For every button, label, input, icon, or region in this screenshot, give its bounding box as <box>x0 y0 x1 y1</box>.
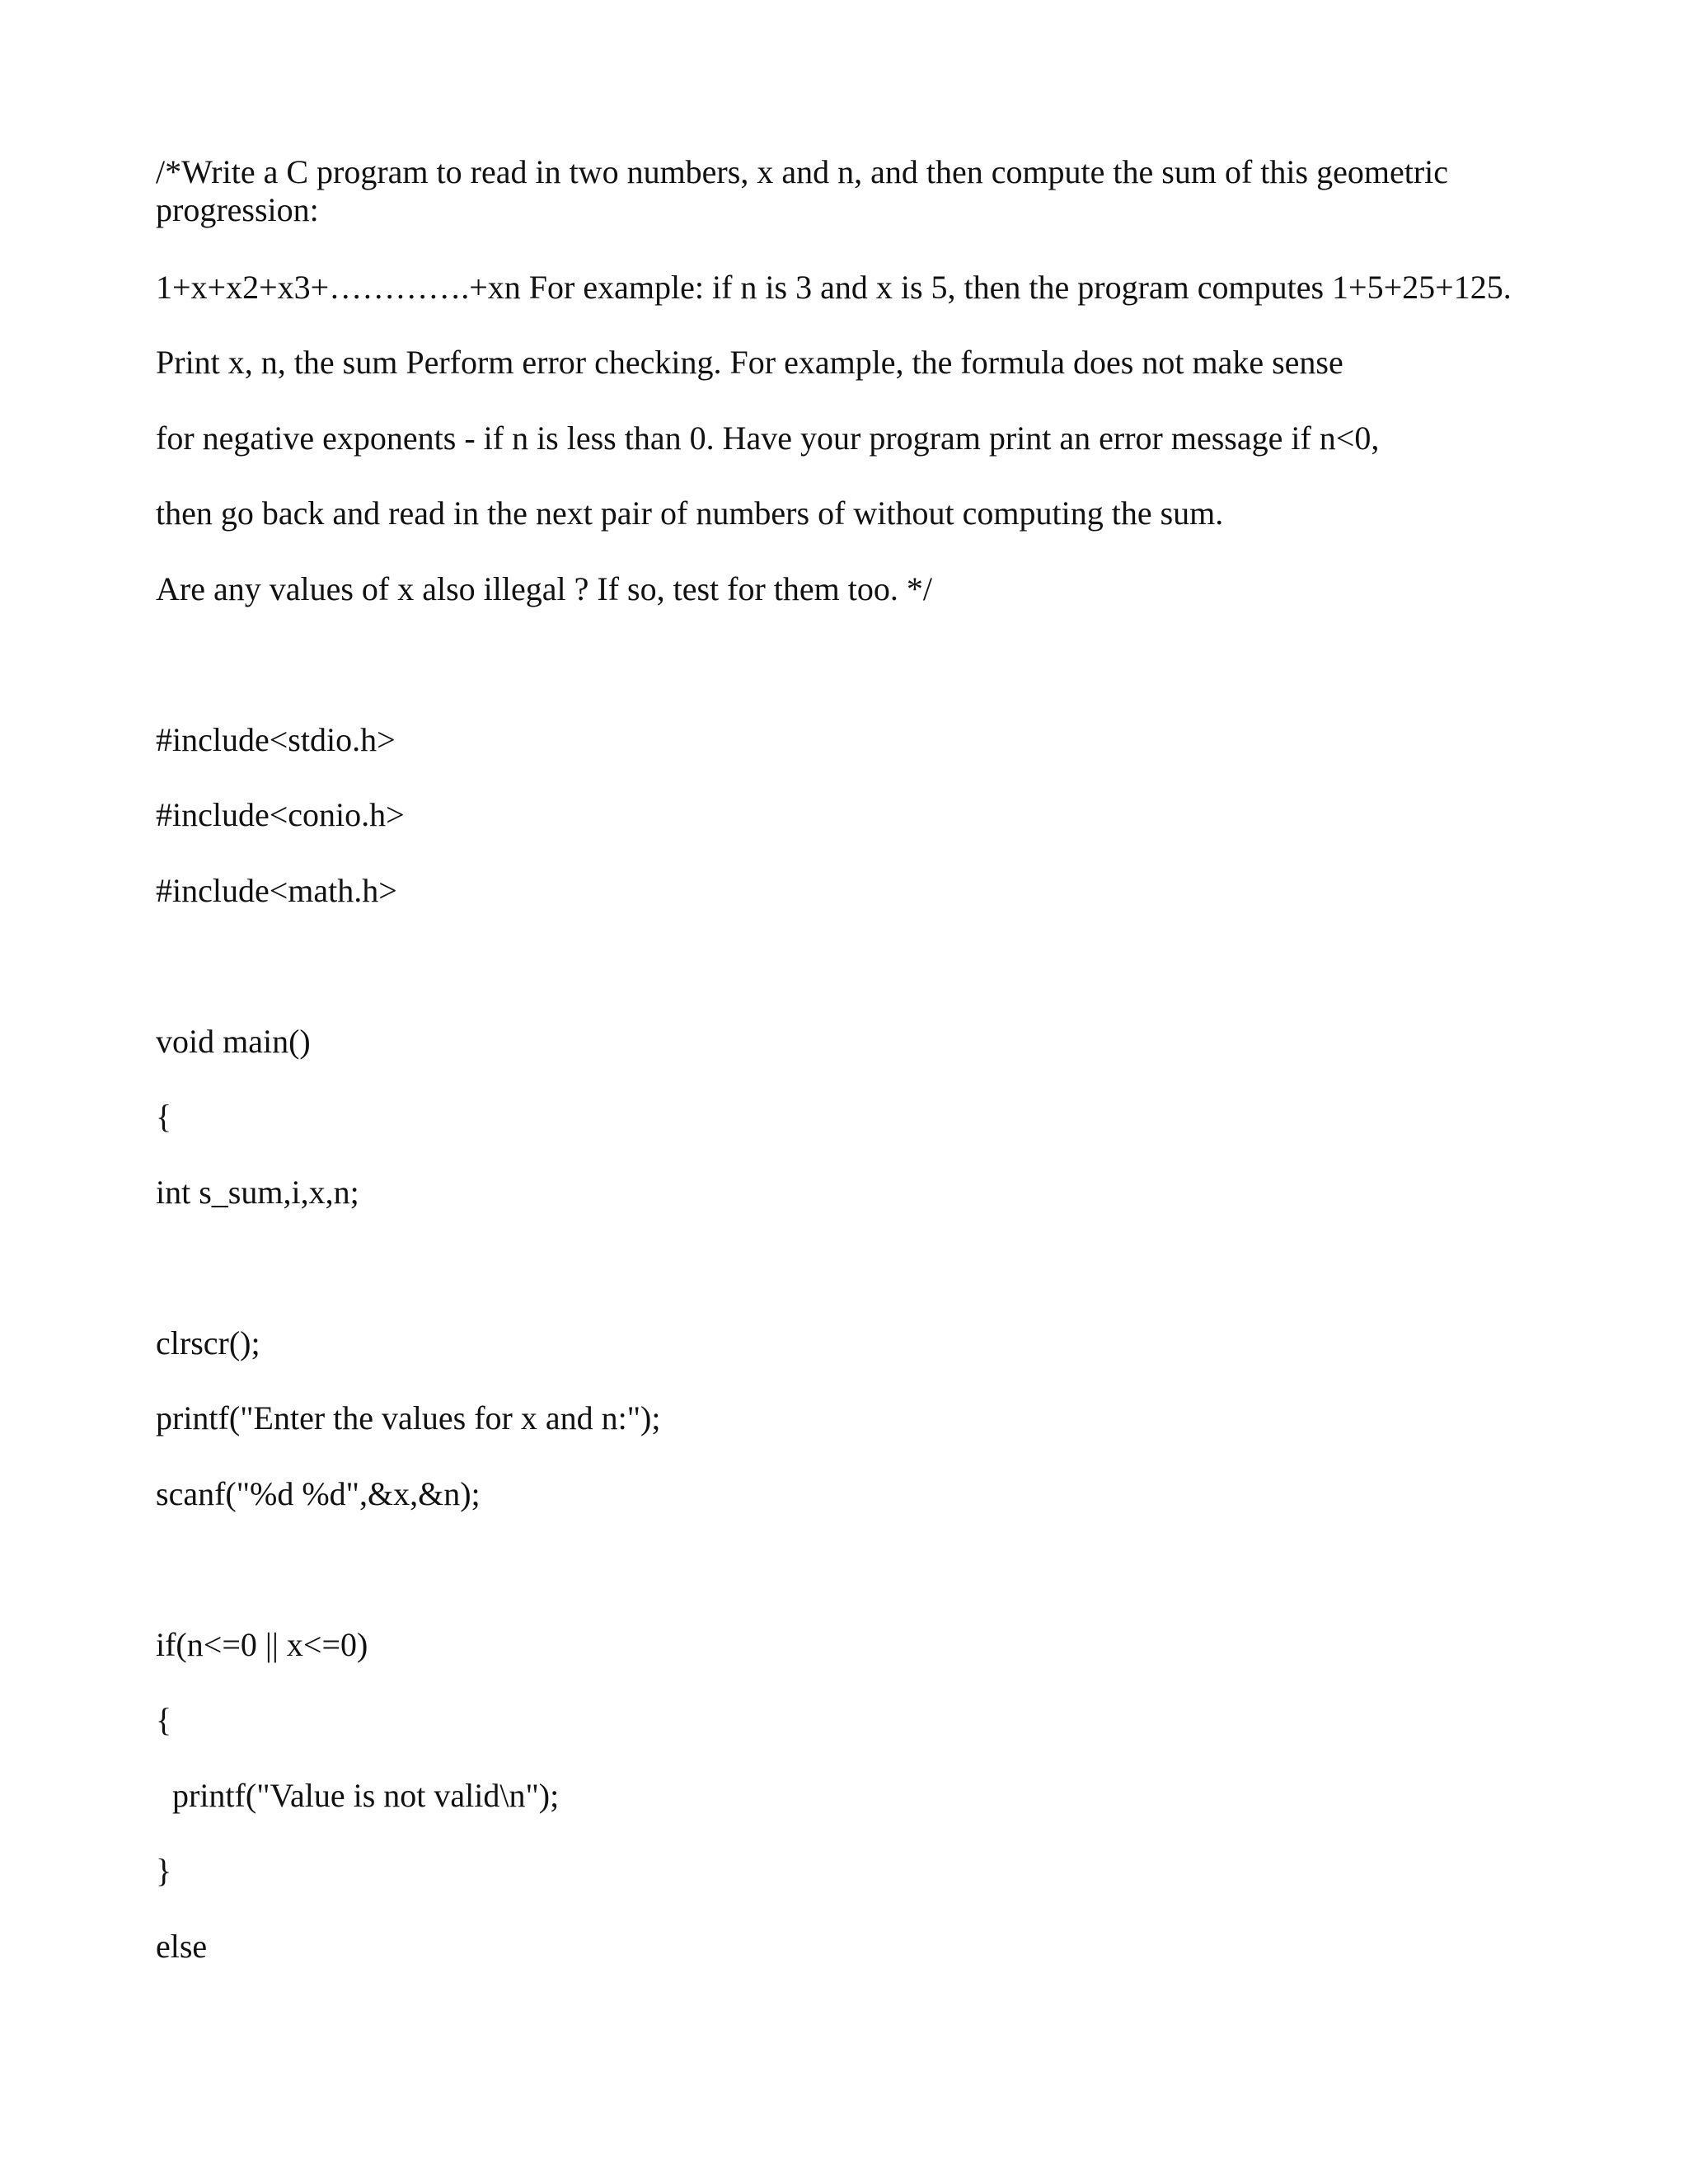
main-open-brace: { <box>156 1098 172 1135</box>
comment-then-line: then go back and read in the next pair of numbers of without computing the sum. <box>156 494 1224 532</box>
comment-series-line: 1+x+x2+x3+………….+xn For example: if n is 3 and x is 5, then the program computes 1+5+25+125. <box>156 269 1512 306</box>
scanf-call: scanf("%d %d",&x,&n); <box>156 1475 481 1512</box>
printf-invalid: printf("Value is not valid\n"); <box>156 1777 560 1814</box>
comment-illegal-line: Are any values of x also illegal ? If so, test for them too. */ <box>156 570 932 607</box>
if-open-brace: { <box>156 1701 172 1738</box>
clrscr-call: clrscr(); <box>156 1324 260 1361</box>
else-keyword: else <box>156 1928 208 1965</box>
main-declaration: void main() <box>156 1023 311 1060</box>
include-math: #include<math.h> <box>156 872 397 909</box>
comment-negative-line: for negative exponents - if n is less than 0. Have your program print an error message if n<0, <box>156 419 1380 457</box>
comment-print-line: Print x, n, the sum Perform error checking. For example, the formula does not make sense <box>156 344 1343 381</box>
printf-prompt: printf("Enter the values for x and n:"); <box>156 1399 661 1436</box>
comment-intro: /*Write a C program to read in two numbers, x and n, and then compute the sum of this geometric progression: <box>156 153 1449 228</box>
if-condition: if(n<=0 || x<=0) <box>156 1626 368 1663</box>
if-close-brace: } <box>156 1852 172 1889</box>
include-stdio: #include<stdio.h> <box>156 721 396 758</box>
include-conio: #include<conio.h> <box>156 796 405 833</box>
variable-declaration: int s_sum,i,x,n; <box>156 1174 359 1211</box>
